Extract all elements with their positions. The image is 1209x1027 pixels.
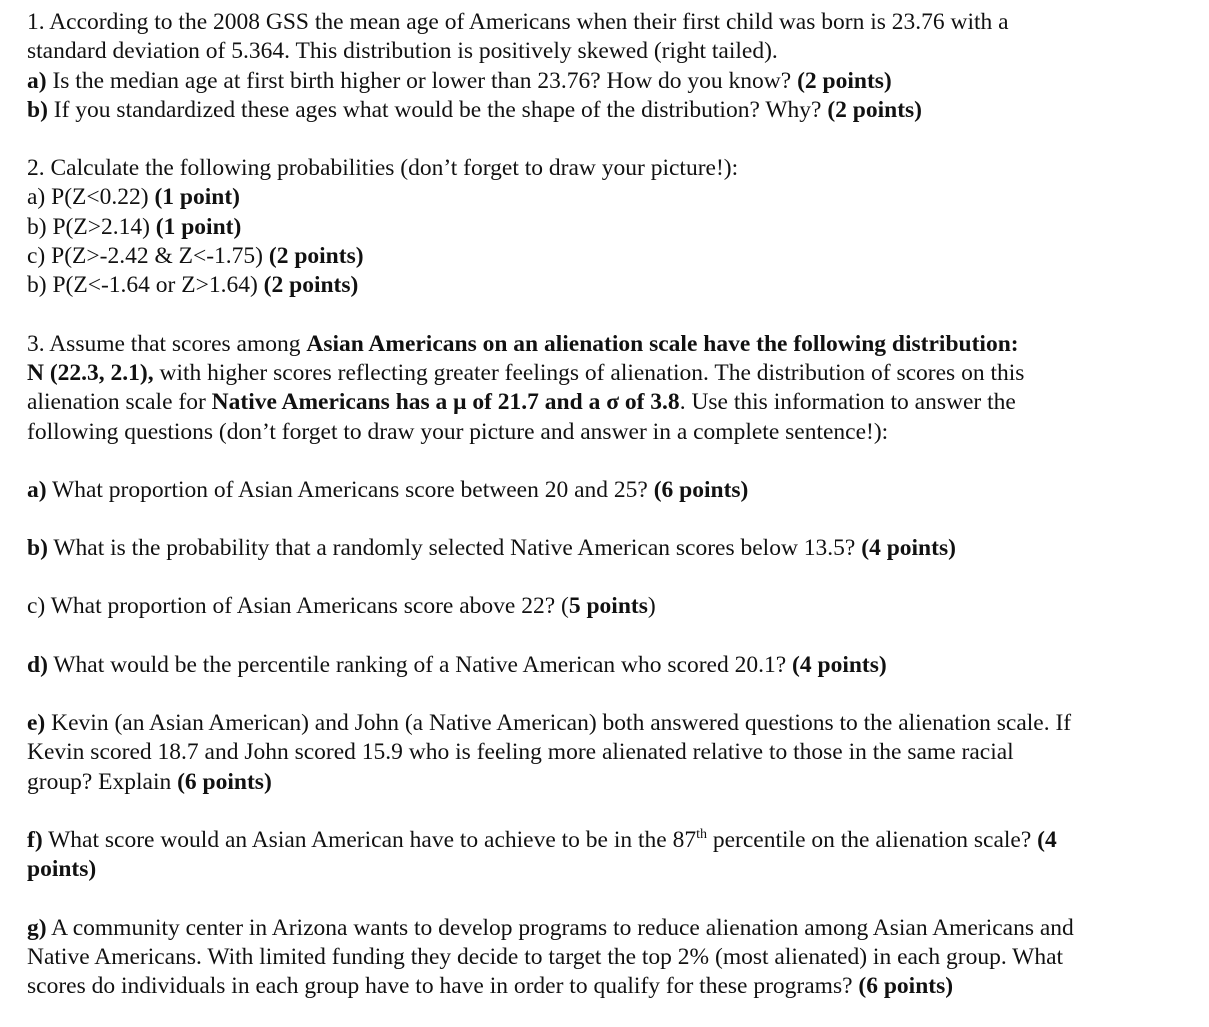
q3-d-text: What would be the percentile ranking of a Native American who scored 20.1? bbox=[47, 651, 793, 678]
q2-part-c bbox=[27, 242, 1209, 271]
q3-l3-tail: . Use this information to answer the bbox=[679, 389, 1016, 416]
q3-line-2 bbox=[27, 359, 1209, 388]
q3-c-text: c) What proportion of Asian Americans score above 22? ( bbox=[27, 593, 569, 620]
q3-l1-bold: Asian Americans on an alienation scale have the following distribution: bbox=[306, 330, 1019, 357]
q3-l3-bold: Native Americans has a μ of 21.7 and a σ of 3.8 bbox=[211, 389, 680, 416]
q2-part-d bbox=[27, 271, 1209, 300]
q1-a-label: a) bbox=[27, 67, 47, 94]
q3-b-points: (4 points) bbox=[861, 535, 956, 562]
q2-part-b bbox=[27, 213, 1209, 242]
q2-part-a bbox=[27, 183, 1209, 212]
q3-a-label: a) bbox=[27, 476, 47, 503]
q3-f-sup: th bbox=[696, 826, 707, 842]
question-2 bbox=[27, 154, 1209, 300]
q1-part-b bbox=[27, 96, 1209, 125]
q3-l3-plain: alienation scale for bbox=[27, 389, 212, 416]
q3-f-label: f) bbox=[27, 826, 43, 853]
q3-part-g-line-3 bbox=[27, 972, 1209, 1001]
q2-c-points: (2 points) bbox=[268, 243, 364, 270]
q1-line-2: standard deviation of 5.364. This distribution is positively skewed (right tailed). bbox=[27, 38, 778, 65]
q3-line-3 bbox=[27, 388, 1209, 417]
q3-part-g-line-2: Native Americans. With limited funding they decide to target the top 2% (most alienated) in each group. What bbox=[27, 943, 1064, 970]
q3-g-points: (6 points) bbox=[858, 973, 954, 1000]
q2-d-text: b) P(Z<-1.64 or Z>1.64) bbox=[27, 272, 264, 299]
q1-b-points: (2 points) bbox=[827, 96, 922, 123]
q3-e-line1: Kevin (an Asian American) and John (a Native American) both answered questions to the alienation scale. If bbox=[45, 710, 1072, 737]
q3-c-points: 5 points bbox=[568, 593, 648, 620]
q3-g-label: g) bbox=[27, 914, 47, 941]
question-1 bbox=[27, 8, 1209, 125]
q3-c-close: ) bbox=[647, 593, 656, 620]
q3-part-e-line-3 bbox=[27, 768, 1209, 797]
q3-part-a bbox=[27, 476, 1209, 505]
q3-l2-plain: with higher scores reflecting greater feelings of alienation. The distribution of scores on this bbox=[153, 359, 1025, 386]
q1-b-text: If you standardized these ages what would be the shape of the distribution? Why? bbox=[47, 96, 828, 123]
q2-a-text: a) P(Z<0.22) bbox=[27, 184, 155, 211]
q2-a-points: (1 point) bbox=[154, 184, 240, 211]
q3-part-c bbox=[27, 592, 1209, 621]
q3-part-d bbox=[27, 651, 1209, 680]
q3-a-points: (6 points) bbox=[653, 476, 749, 503]
q3-f-points-2: points) bbox=[27, 856, 97, 883]
q3-l1-plain: 3. Assume that scores among bbox=[27, 330, 307, 357]
q1-a-text: Is the median age at first birth higher or lower than 23.76? How do you know? bbox=[46, 67, 798, 94]
q1-line-1: 1. According to the 2008 GSS the mean age of Americans when their first child was born is 23.76 with a bbox=[27, 9, 1009, 35]
q3-a-text: What proportion of Asian Americans score between 20 and 25? bbox=[46, 476, 654, 503]
q3-e-points: (6 points) bbox=[177, 768, 272, 795]
q3-l2-bold: N (22.3, 2.1), bbox=[27, 359, 154, 386]
q3-part-g-line-1 bbox=[27, 914, 1209, 943]
q3-f-tail: percentile on the alienation scale? bbox=[707, 826, 1038, 853]
q2-c-text: c) P(Z>-2.42 & Z<-1.75) bbox=[27, 243, 269, 270]
q3-line-1 bbox=[27, 330, 1209, 359]
q3-e-label: e) bbox=[27, 710, 46, 737]
q1-a-points: (2 points) bbox=[797, 67, 892, 94]
q3-part-f-line-2 bbox=[27, 855, 1209, 884]
q3-part-b bbox=[27, 534, 1209, 563]
question-3 bbox=[27, 330, 1209, 1002]
q2-d-points: (2 points) bbox=[263, 272, 359, 299]
q1-b-label: b) bbox=[27, 96, 48, 123]
q3-e-line3: group? Explain bbox=[27, 768, 178, 795]
q3-d-points: (4 points) bbox=[792, 651, 887, 678]
q3-part-f-line-1 bbox=[27, 826, 1209, 855]
q1-part-a bbox=[27, 67, 1209, 96]
q3-line-4: following questions (don’t forget to draw your picture and answer in a complete sentence!): bbox=[27, 418, 889, 445]
q3-g-line3: scores do individuals in each group have to have in order to qualify for these programs? bbox=[27, 973, 859, 1000]
q3-b-label: b) bbox=[27, 535, 48, 562]
q3-b-text: What is the probability that a randomly selected Native American scores below 13.5? bbox=[47, 535, 862, 562]
q2-intro: 2. Calculate the following probabilities (don’t forget to draw your picture!): bbox=[27, 155, 739, 182]
q2-b-points: (1 point) bbox=[155, 213, 242, 240]
q2-b-text: b) P(Z>2.14) bbox=[27, 213, 156, 240]
q3-part-e-line-1 bbox=[27, 709, 1209, 738]
q3-d-label: d) bbox=[27, 651, 48, 678]
q3-f-points-1: (4 bbox=[1037, 826, 1057, 853]
q3-g-line1: A community center in Arizona wants to develop programs to reduce alienation among Asian Americans and bbox=[46, 914, 1074, 941]
q3-f-text: What score would an Asian American have to achieve to be in the 87 bbox=[42, 826, 697, 853]
q3-part-e-line-2: Kevin scored 18.7 and John scored 15.9 who is feeling more alienated relative to those in the same racial bbox=[27, 739, 1014, 766]
